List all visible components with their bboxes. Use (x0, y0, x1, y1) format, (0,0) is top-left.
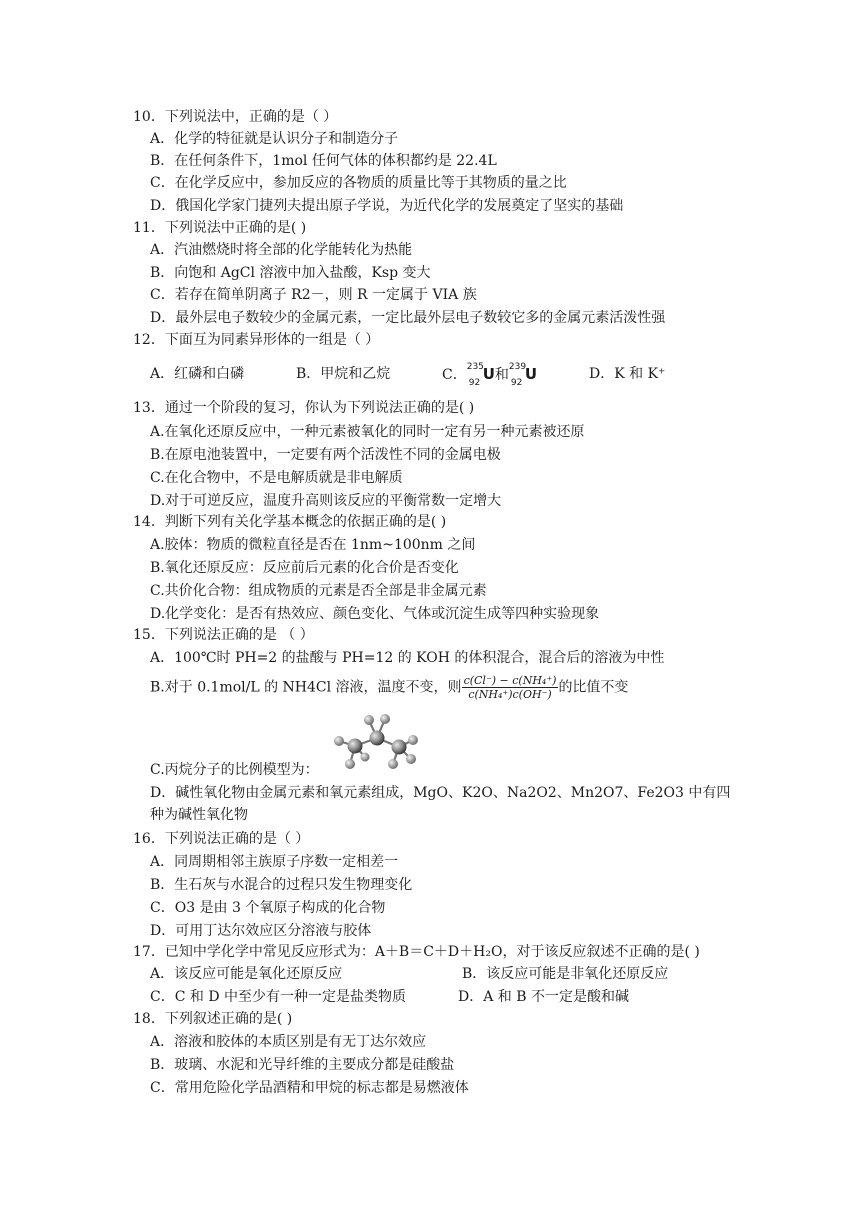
question-18-option-b: B．玻璃、水泥和光导纤维的主要成分都是硅酸盐 (150, 1057, 455, 1073)
question-14-option-d: D.化学变化：是否有热效应、颜色变化、气体或沉淀生成等四种实验现象 (150, 606, 600, 622)
option-b-suffix: 的比值不变 (558, 679, 629, 696)
question-12-stem: 12．下面互为同素异形体的一组是（ ） (133, 332, 380, 348)
question-16-option-c: C．O3 是由 3 个氧原子构成的化合物 (150, 900, 386, 916)
question-13-option-c: C.在化合物中，不是电解质就是非电解质 (150, 470, 403, 486)
question-14-option-b: B.氧化还原反应：反应前后元素的化合价是否变化 (150, 560, 459, 576)
uranium-235-isotope: 235 92 U (466, 362, 495, 388)
uranium-239-isotope: 239 92 U (508, 362, 538, 388)
question-13-option-b: B.在原电池装置中，一定要有两个活泼性不同的金属电极 (150, 447, 501, 463)
question-17-option-c: C．C 和 D 中至少有一种一定是盐类物质 (150, 989, 406, 1005)
question-12-option-a: A．红磷和白磷 (150, 366, 245, 382)
question-18-option-c: C．常用危险化学品酒精和甲烷的标志都是易燃液体 (150, 1080, 469, 1096)
question-15-option-d: D．碱性氧化物由金属元素和氧元素组成，MgO、K2O、Na2O2、Mn2O7、Fe2O3 中有四种为碱性氧化物 (150, 785, 731, 823)
question-17-option-b: B．该反应可能是非氧化还原反应 (462, 966, 669, 982)
question-14-option-a: A.胶体：物质的微粒直径是否在 1nm~100nm 之间 (150, 537, 476, 553)
question-17-option-d: D．A 和 B 不一定是酸和碱 (458, 989, 629, 1005)
question-11-option-d: D．最外层电子数较少的金属元素，一定比最外层电子数较它多的金属元素活泼性强 (150, 310, 666, 326)
fraction-numerator: c(Cl⁻) − c(NH₄⁺) (463, 674, 557, 687)
question-11-option-c: C．若存在简单阴离子 R2－，则 R 一定属于 VIA 族 (150, 287, 477, 303)
ion-ratio-fraction (462, 674, 559, 701)
question-14-option-c: C.共价化合物：组成物质的元素是否全部是非金属元素 (150, 583, 487, 599)
question-14-stem: 14．判断下列有关化学基本概念的依据正确的是( ) (133, 514, 447, 530)
question-18-option-a: A．溶液和胶体的本质区别是有无丁达尔效应 (150, 1034, 427, 1050)
question-10-stem: 10．下列说法中，正确的是（ ） (133, 109, 338, 125)
and-text: 和 (494, 367, 509, 383)
question-15-option-c: C.丙烷分子的比例模型为： (150, 762, 319, 778)
question-11-stem: 11．下列说法中正确的是( ) (133, 220, 307, 236)
question-12-option-c (442, 363, 537, 386)
question-17-stem: 17．已知中学化学中常见反应形式为：A＋B＝C＋D＋H₂O，对于该反应叙述不正确的是( ) (133, 944, 700, 960)
question-11-option-a: A．汽油燃烧时将全部的化学能转化为热能 (150, 242, 413, 258)
question-16-option-a: A．同周期相邻主族原子序数一定相差一 (150, 854, 399, 870)
fraction-denominator: c(NH₄⁺)c(OH⁻) (468, 688, 552, 701)
question-15-option-a: A．100℃时 PH=2 的盐酸与 PH=12 的 KOH 的体积混合，混合后的溶液为中性 (150, 650, 665, 666)
question-10-option-b: B．在任何条件下，1mol 任何气体的体积都约是 22.4L (150, 153, 497, 169)
question-10-option-a: A．化学的特征就是认识分子和制造分子 (150, 131, 399, 147)
question-12-option-b: B．甲烷和乙烷 (296, 366, 391, 382)
question-16-option-d: D．可用丁达尔效应区分溶液与胶体 (150, 923, 372, 939)
question-10-option-c: C．在化学反应中，参加反应的各物质的质量比等于其物质的量之比 (150, 175, 567, 191)
question-17-option-a: A．该反应可能是氧化还原反应 (150, 966, 343, 982)
question-10-option-d: D．俄国化学家门捷列夫提出原子学说，为近代化学的发展奠定了坚实的基础 (150, 198, 624, 214)
question-15-option-b (150, 674, 628, 701)
question-16-option-b: B．生石灰与水混合的过程只发生物理变化 (150, 877, 413, 893)
question-13-option-a: A.在氧化还原反应中，一种元素被氧化的同时一定有另一种元素被还原 (150, 424, 585, 440)
propane-ball-model-image (327, 713, 423, 775)
option-c-label: C． (442, 367, 467, 383)
question-11-option-b: B．向饱和 AgCl 溶液中加入盐酸，Ksp 变大 (150, 265, 431, 281)
question-13-option-d: D.对于可逆反应，温度升高则该反应的平衡常数一定增大 (150, 493, 502, 509)
question-12-option-d: D．K 和 K⁺ (589, 366, 666, 382)
question-15-stem: 15．下列说法正确的是 （ ） (133, 627, 314, 643)
question-13-stem: 13．通过一个阶段的复习，你认为下列说法正确的是( ) (133, 400, 475, 416)
question-18-stem: 18．下列叙述正确的是( ) (133, 1011, 293, 1027)
question-16-stem: 16．下列说法正确的是（ ） (133, 831, 310, 847)
option-b-text: B.对于 0.1mol/L 的 NH4Cl 溶液，温度不变，则 (150, 679, 462, 696)
